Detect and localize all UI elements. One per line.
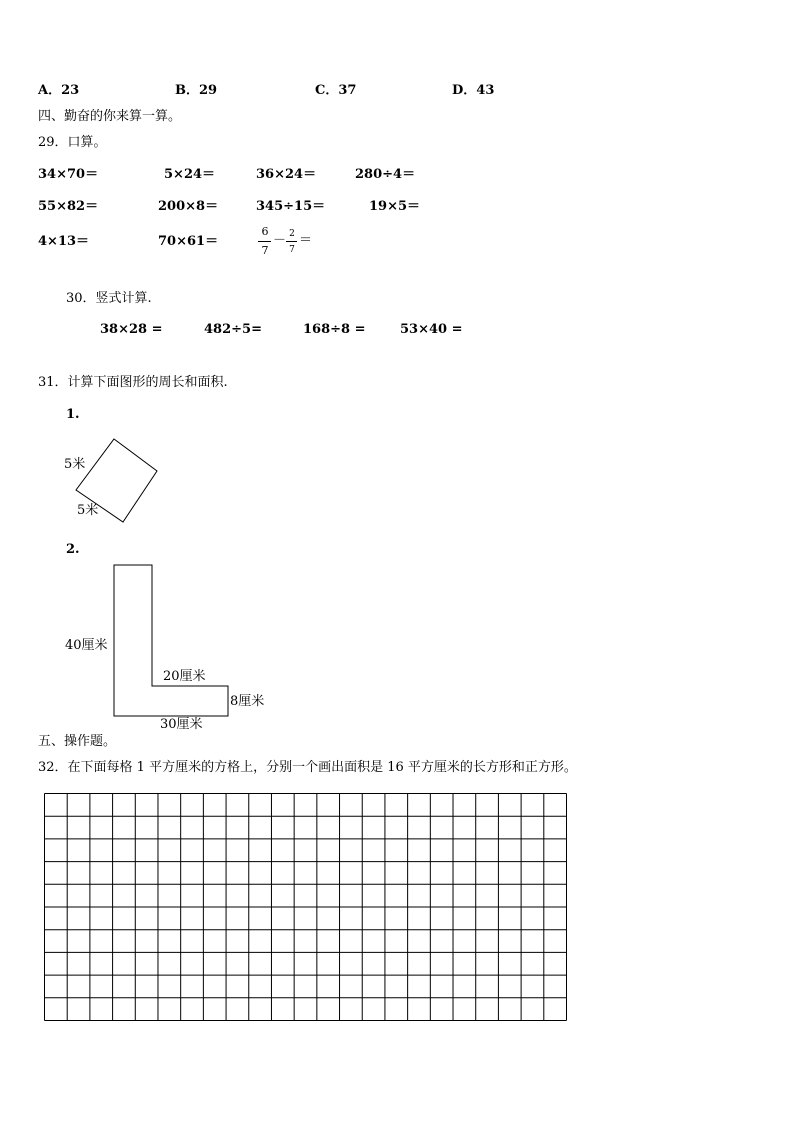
q30-title: 30．竖式计算. [66, 291, 152, 306]
q30-item: 53×40 = [400, 322, 463, 337]
q31-title: 31．计算下面图形的周长和面积. [38, 375, 228, 390]
q29-item: 19×5＝ [369, 199, 421, 214]
q29-item: 36×24＝ [256, 167, 317, 182]
figure-1-side-label: 5米 [64, 457, 86, 472]
square-grid[interactable] [44, 793, 567, 1021]
q30-item: 482÷5= [204, 322, 262, 337]
option-c: C．37 [315, 83, 357, 98]
fraction-a-denominator: 7 [261, 244, 269, 257]
q30-item: 168÷8 = [303, 322, 366, 337]
fraction-a-numerator: 6 [261, 225, 269, 238]
q32-title: 32．在下面每格 1 平方厘米的方格上，分别一个画出面积是 16 平方厘米的长方形和正方形。 [38, 760, 577, 775]
figure-2-right-label: 8厘米 [230, 694, 265, 709]
fraction-operator: － [273, 233, 287, 248]
figure-2-number: 2. [66, 542, 80, 557]
q29-title: 29．口算。 [38, 135, 107, 150]
q29-item: 200×8＝ [158, 199, 219, 214]
q29-item: 280÷4＝ [355, 167, 416, 182]
section-4-title: 四、勤奋的你来算一算。 [38, 109, 182, 124]
figure-2-bottom-label: 30厘米 [160, 717, 203, 732]
q29-item: 345÷15＝ [256, 199, 326, 214]
q29-item: 5×24＝ [164, 167, 216, 182]
figure-2-height-label: 40厘米 [65, 638, 108, 653]
q30-item: 38×28 = [100, 322, 163, 337]
option-b: B．29 [175, 83, 218, 98]
fraction-b-numerator: 2 [289, 229, 295, 239]
option-d: D．43 [452, 83, 495, 98]
q29-item: 4×13＝ [38, 234, 90, 249]
section-5-title: 五、操作题。 [38, 734, 117, 749]
q29-item: 70×61＝ [158, 234, 219, 249]
q29-item: 34×70＝ [38, 167, 99, 182]
q29-item: 55×82＝ [38, 199, 99, 214]
l-shape-outline [114, 565, 228, 716]
fraction-equals: ＝ [299, 233, 313, 248]
figure-2-inner-label: 20厘米 [163, 669, 206, 684]
option-a: A．23 [38, 83, 80, 98]
figure-1-number: 1. [66, 407, 80, 422]
fraction-b-denominator: 7 [289, 245, 295, 255]
figure-1-side-label: 5米 [77, 503, 99, 518]
